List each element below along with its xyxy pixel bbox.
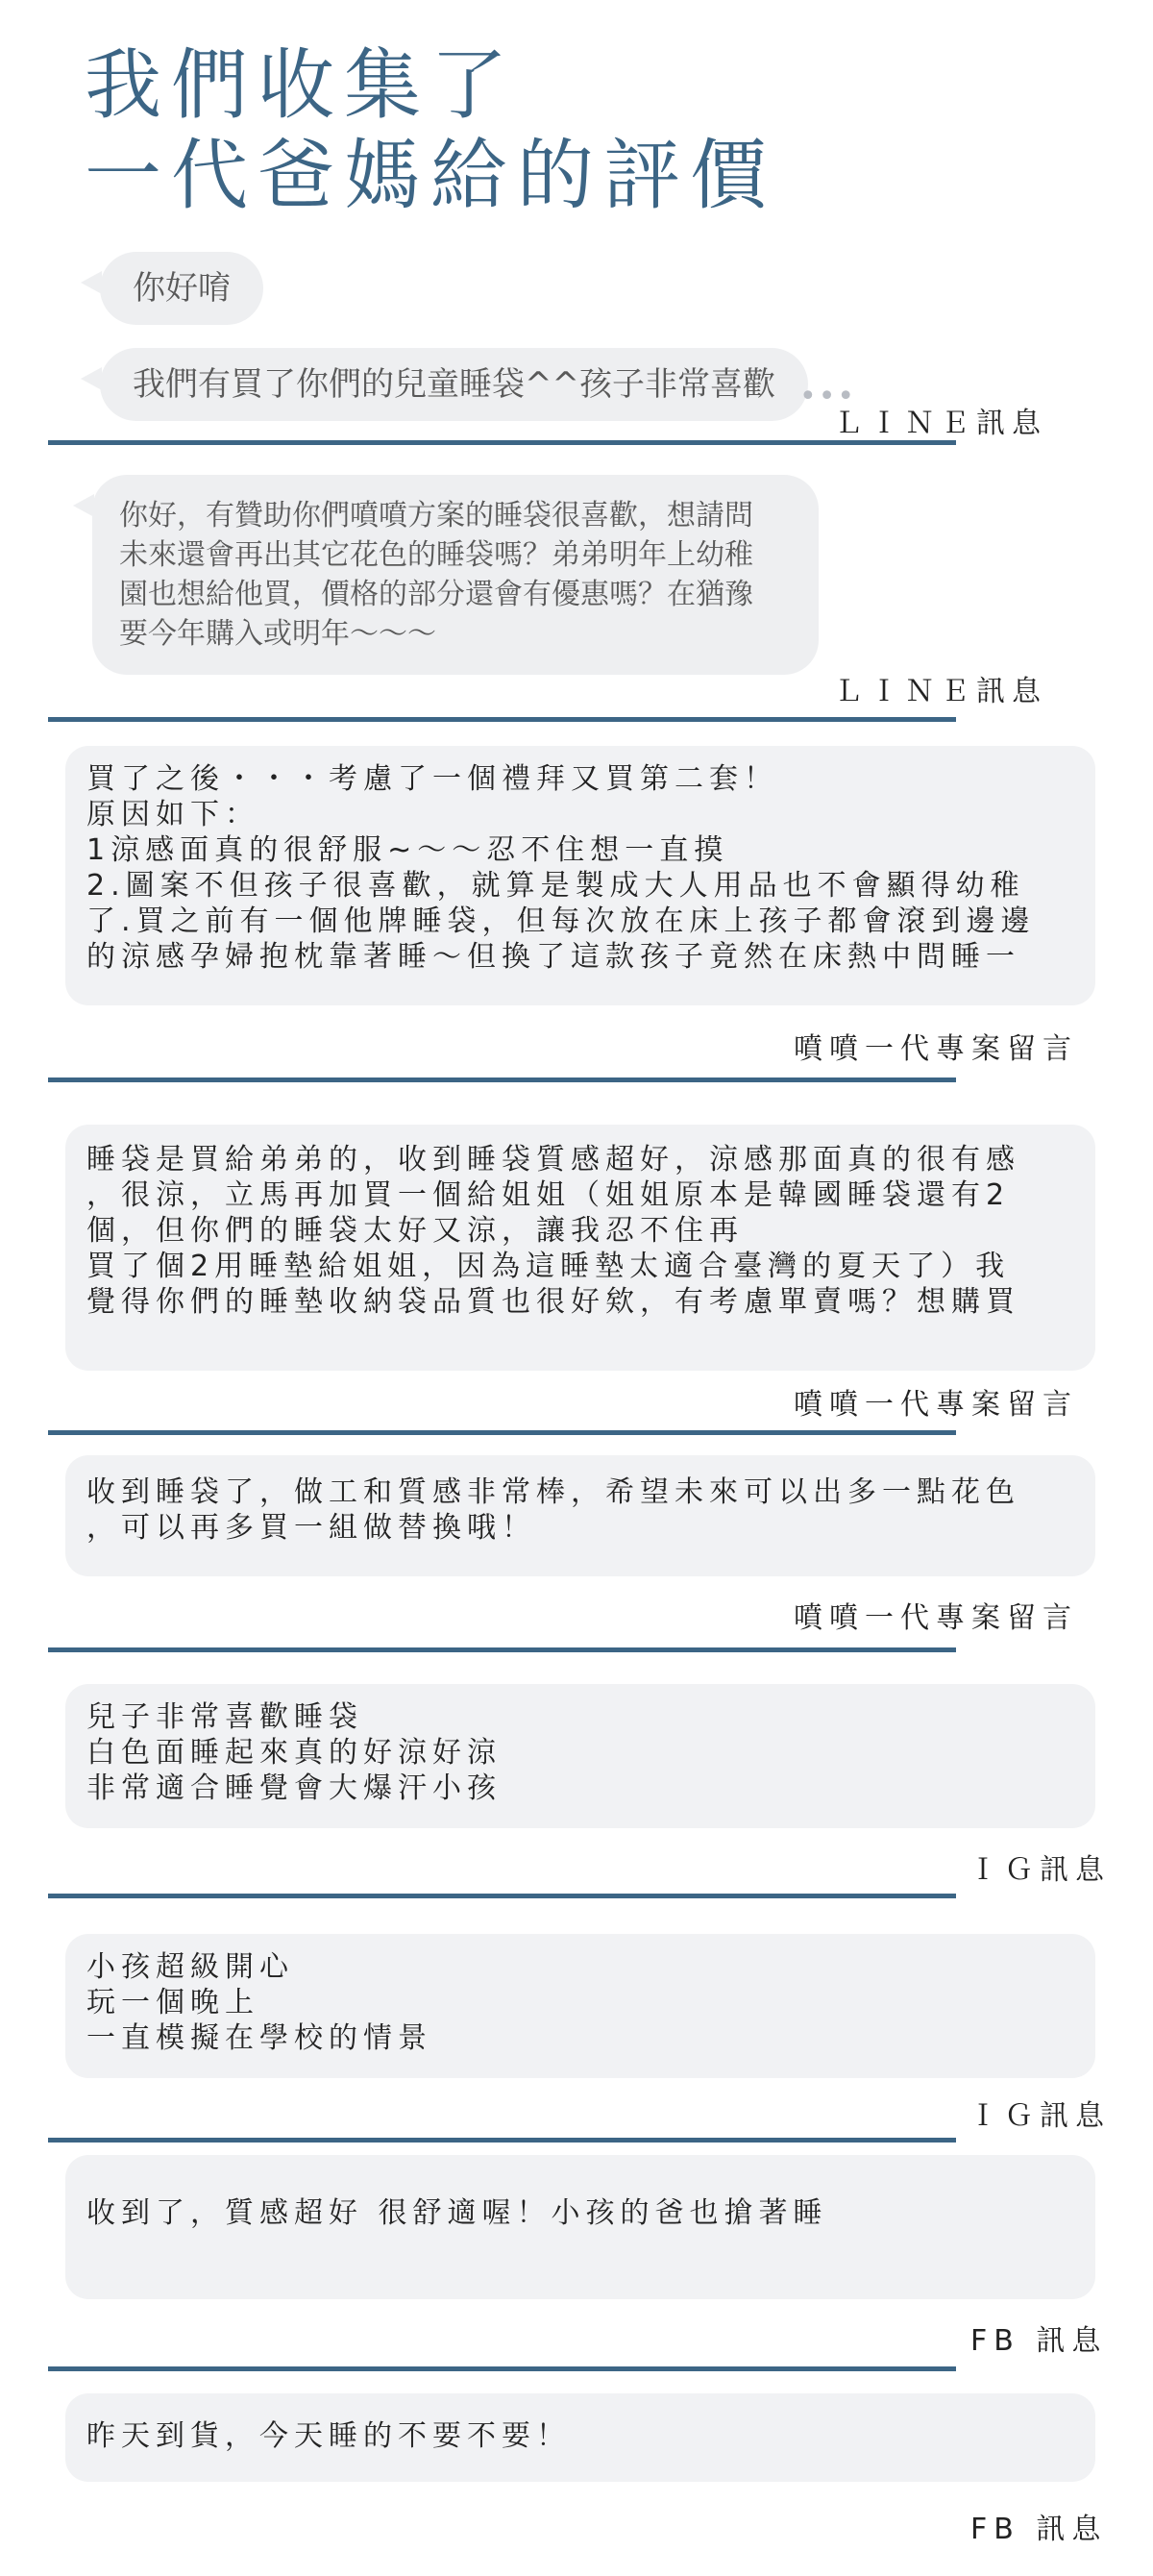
source-label-line-2: ＬＩＮＥ訊息 (834, 675, 1047, 708)
source-label-ig-1: ＩＧ訊息 (969, 1853, 1111, 1887)
source-label-line-1: ＬＩＮＥ訊息 (834, 407, 1047, 440)
review-line: 白色面睡起來真的好涼好涼 (86, 1736, 502, 1770)
typing-indicator-icon: ••• (799, 380, 857, 413)
review-line: 1涼感面真的很舒服~〜〜忍不住想一直摸 (86, 833, 729, 867)
heading-line-2: 一代爸媽給的評價 (85, 131, 776, 220)
chat-bubble-greeting (100, 252, 263, 325)
divider (48, 440, 956, 445)
review-card-5 (65, 1934, 1095, 2078)
source-label-project-3: 噴噴一代專案留言 (794, 1601, 1078, 1635)
divider (48, 1894, 956, 1898)
chat-bubble-question (92, 475, 819, 675)
review-line: 買了個2用睡墊給姐姐，因為這睡墊太適合臺灣的夏天了）我 (86, 1250, 1011, 1283)
review-card-3 (65, 1455, 1095, 1576)
source-label-ig-2: ＩＧ訊息 (969, 2099, 1111, 2133)
review-line: 買了之後・・・考慮了一個禮拜又買第二套！ (86, 762, 778, 796)
divider (48, 1430, 956, 1435)
chat-line: 園也想給他買，價格的部分還會有優惠嗎？在猶豫 (119, 578, 753, 611)
source-label-project-1: 噴噴一代專案留言 (794, 1032, 1078, 1066)
source-label-fb-1: FB 訊息 (970, 2324, 1108, 2358)
divider (48, 1647, 956, 1652)
divider (48, 1077, 956, 1082)
review-card-4 (65, 1684, 1095, 1828)
review-card-2 (65, 1125, 1095, 1371)
review-line: 一直模擬在學校的情景 (86, 2021, 432, 2055)
chat-line: 要今年購入或明年～～～ (119, 617, 436, 651)
review-line: 個，但你們的睡袋太好又涼，讓我忍不住再 (86, 1214, 744, 1248)
source-label-fb-2: FB 訊息 (970, 2513, 1108, 2546)
review-line: 非常適合睡覺會大爆汗小孩 (86, 1771, 502, 1805)
page-heading (85, 40, 776, 221)
review-line: ，可以再多買一組做替換哦！ (86, 1511, 536, 1545)
divider (48, 717, 956, 722)
review-line: 收到了，質感超好 很舒適喔！小孩的爸也搶著睡 (86, 2196, 828, 2230)
heading-line-1: 我們收集了 (85, 40, 517, 130)
review-line: 睡袋是買給弟弟的，收到睡袋質感超好，涼感那面真的很有感 (86, 1143, 1020, 1177)
review-line: 2.圖案不但孩子很喜歡，就算是製成大人用品也不會顯得幼稚 (86, 869, 1025, 903)
review-line: 收到睡袋了，做工和質感非常棒，希望未來可以出多一點花色 (86, 1475, 1020, 1509)
review-line: 覺得你們的睡墊收納袋品質也很好欸，有考慮單賣嗎？想購買 (86, 1285, 1020, 1319)
review-line: ，很涼，立馬再加買一個給姐姐（姐姐原本是韓國睡袋還有2 (86, 1178, 1011, 1212)
review-line: 昨天到貨，今天睡的不要不要！ (86, 2419, 571, 2453)
review-line: 小孩超級開心 (86, 1950, 294, 1984)
chat-line: 未來還會再出其它花色的睡袋嗎？弟弟明年上幼稚 (119, 538, 753, 572)
chat-text: 我們有買了你們的兒童睡袋^^孩子非常喜歡 (133, 365, 775, 404)
chat-bubble-purchase (100, 348, 808, 421)
review-line: 玩一個晚上 (86, 1986, 259, 2019)
divider (48, 2366, 956, 2371)
chat-text: 你好唷 (133, 269, 231, 308)
review-card-7 (65, 2393, 1095, 2482)
review-card-1 (65, 746, 1095, 1005)
review-line: 了.買之前有一個他牌睡袋，但每次放在床上孩子都會滾到邊邊 (86, 904, 1036, 938)
review-line: 兒子非常喜歡睡袋 (86, 1700, 363, 1734)
review-line: 的涼感孕婦抱枕靠著睡〜但換了這款孩子竟然在床熱中問睡一 (86, 940, 1020, 974)
review-card-6 (65, 2155, 1095, 2299)
chat-line: 你好，有贊助你們噴噴方案的睡袋很喜歡，想請問 (119, 499, 753, 533)
divider (48, 2138, 956, 2143)
review-line: 原因如下： (86, 798, 259, 831)
source-label-project-2: 噴噴一代專案留言 (794, 1388, 1078, 1422)
